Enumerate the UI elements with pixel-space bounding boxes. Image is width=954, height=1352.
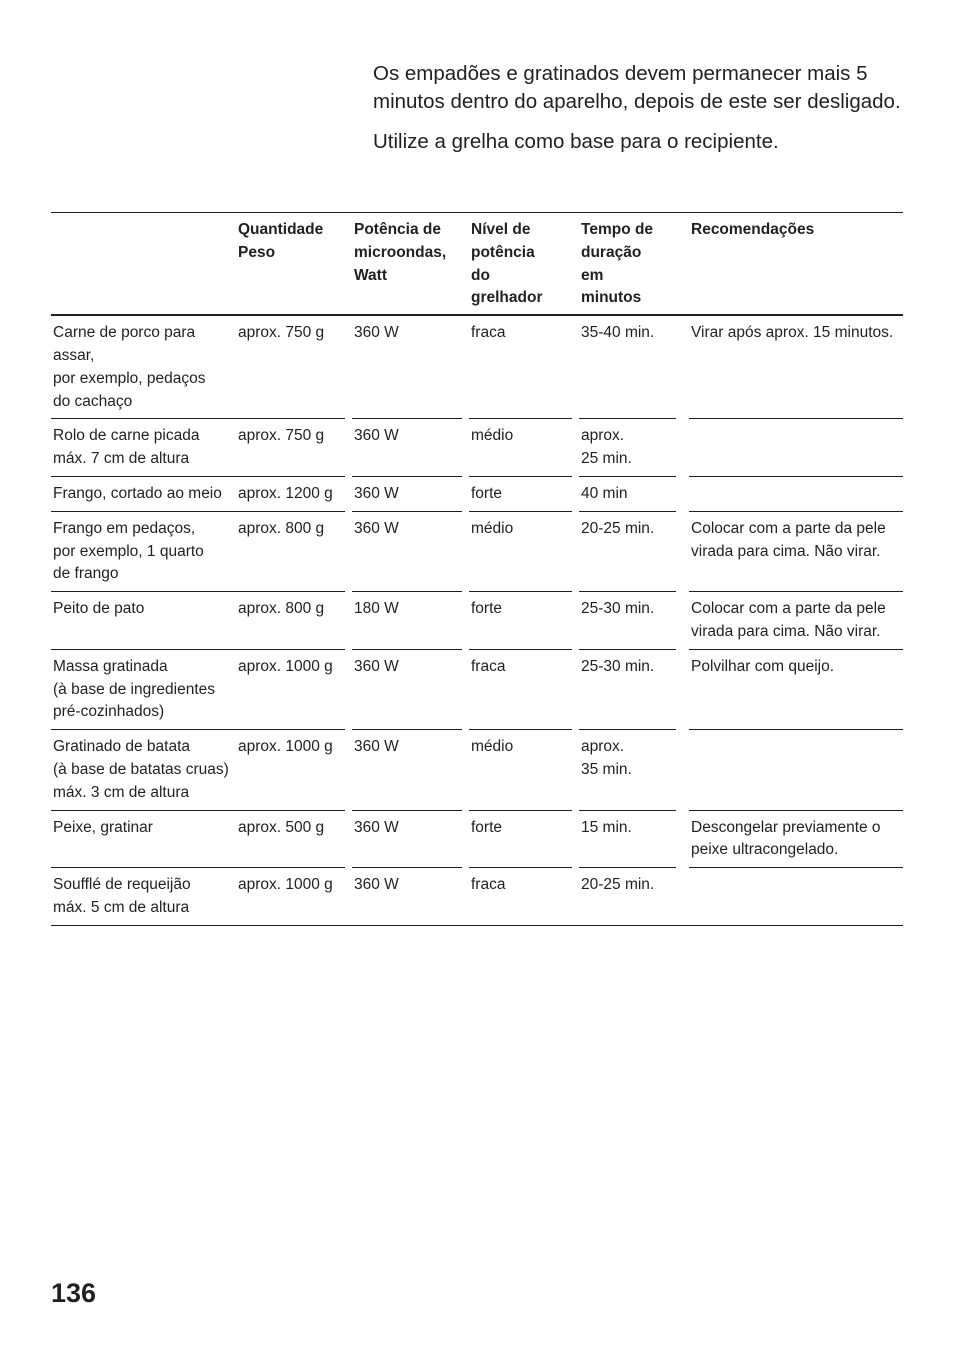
cell-duration: aprox. 25 min. xyxy=(579,419,689,477)
cell-grill-level: médio xyxy=(469,419,579,477)
cell-recommendation xyxy=(689,730,903,810)
table-row xyxy=(51,868,903,926)
cell-quantity: aprox. 1000 g xyxy=(236,650,352,730)
header-recommendations: Recomendações xyxy=(689,212,903,316)
cell-food: Rolo de carne picada máx. 7 cm de altura xyxy=(51,419,236,477)
cell-food: Peixe, gratinar xyxy=(51,811,236,869)
cell-duration: 25-30 min. xyxy=(579,650,689,730)
cell-grill-level: forte xyxy=(469,592,579,650)
cell-recommendation xyxy=(689,477,903,512)
cell-microwave-power: 360 W xyxy=(352,477,469,512)
header-duration: Tempo de duração em minutos xyxy=(579,212,689,316)
cell-quantity: aprox. 750 g xyxy=(236,419,352,477)
cell-quantity: aprox. 800 g xyxy=(236,592,352,650)
cell-grill-level: forte xyxy=(469,811,579,869)
header-microwave-power: Potência de microondas, Watt xyxy=(352,212,469,316)
cell-recommendation xyxy=(689,868,903,926)
cell-duration: aprox. 35 min. xyxy=(579,730,689,810)
cell-duration: 15 min. xyxy=(579,811,689,869)
intro-text xyxy=(373,60,913,156)
cell-quantity: aprox. 1000 g xyxy=(236,868,352,926)
cell-recommendation: Descongelar previamente o peixe ultracongelado. xyxy=(689,811,903,869)
cell-microwave-power: 180 W xyxy=(352,592,469,650)
cell-food: Gratinado de batata (à base de batatas cruas) máx. 3 cm de altura xyxy=(51,730,236,810)
table-row xyxy=(51,811,903,869)
table-row xyxy=(51,316,903,419)
page-number: 136 xyxy=(51,1278,97,1308)
cell-recommendation: Colocar com a parte da pele virada para cima. Não virar. xyxy=(689,592,903,650)
cell-duration: 25-30 min. xyxy=(579,592,689,650)
table-header-row xyxy=(51,212,903,316)
cell-microwave-power: 360 W xyxy=(352,316,469,419)
table-row xyxy=(51,512,903,592)
cell-food: Carne de porco para assar, por exemplo, pedaços do cachaço xyxy=(51,316,236,419)
cell-quantity: aprox. 750 g xyxy=(236,316,352,419)
cell-quantity: aprox. 500 g xyxy=(236,811,352,869)
cell-duration: 20-25 min. xyxy=(579,512,689,592)
cell-food: Frango, cortado ao meio xyxy=(51,477,236,512)
cell-grill-level: fraca xyxy=(469,316,579,419)
table-row xyxy=(51,419,903,477)
cell-food: Massa gratinada (à base de ingredientes pré-cozinhados) xyxy=(51,650,236,730)
header-grill-level: Nível de potência do grelhador xyxy=(469,212,579,316)
intro-paragraph-1: Os empadões e gratinados devem permanecer mais 5 minutos dentro do aparelho, depois de este ser desligado. xyxy=(373,62,901,113)
cell-duration: 40 min xyxy=(579,477,689,512)
cell-duration: 35-40 min. xyxy=(579,316,689,419)
cell-grill-level: médio xyxy=(469,730,579,810)
cell-food: Peito de pato xyxy=(51,592,236,650)
cell-recommendation: Colocar com a parte da pele virada para cima. Não virar. xyxy=(689,512,903,592)
cell-microwave-power: 360 W xyxy=(352,512,469,592)
cell-microwave-power: 360 W xyxy=(352,868,469,926)
cell-microwave-power: 360 W xyxy=(352,419,469,477)
header-food xyxy=(51,212,236,316)
cell-quantity: aprox. 800 g xyxy=(236,512,352,592)
cell-food: Soufflé de requeijão máx. 5 cm de altura xyxy=(51,868,236,926)
cell-recommendation: Polvilhar com queijo. xyxy=(689,650,903,730)
cell-microwave-power: 360 W xyxy=(352,730,469,810)
cell-microwave-power: 360 W xyxy=(352,811,469,869)
table-row xyxy=(51,592,903,650)
cell-recommendation xyxy=(689,419,903,477)
table-row xyxy=(51,650,903,730)
cell-duration: 20-25 min. xyxy=(579,868,689,926)
intro-paragraph-2: Utilize a grelha como base para o recipiente. xyxy=(373,130,779,153)
cell-quantity: aprox. 1000 g xyxy=(236,730,352,810)
cell-grill-level: fraca xyxy=(469,650,579,730)
cell-microwave-power: 360 W xyxy=(352,650,469,730)
cell-quantity: aprox. 1200 g xyxy=(236,477,352,512)
table-row xyxy=(51,730,903,810)
cell-grill-level: fraca xyxy=(469,868,579,926)
cooking-table xyxy=(51,212,903,926)
cell-grill-level: forte xyxy=(469,477,579,512)
header-quantity: Quantidade Peso xyxy=(236,212,352,316)
cell-recommendation: Virar após aprox. 15 minutos. xyxy=(689,316,903,419)
cell-food: Frango em pedaços, por exemplo, 1 quarto de frango xyxy=(51,512,236,592)
table-row xyxy=(51,477,903,512)
cell-grill-level: médio xyxy=(469,512,579,592)
